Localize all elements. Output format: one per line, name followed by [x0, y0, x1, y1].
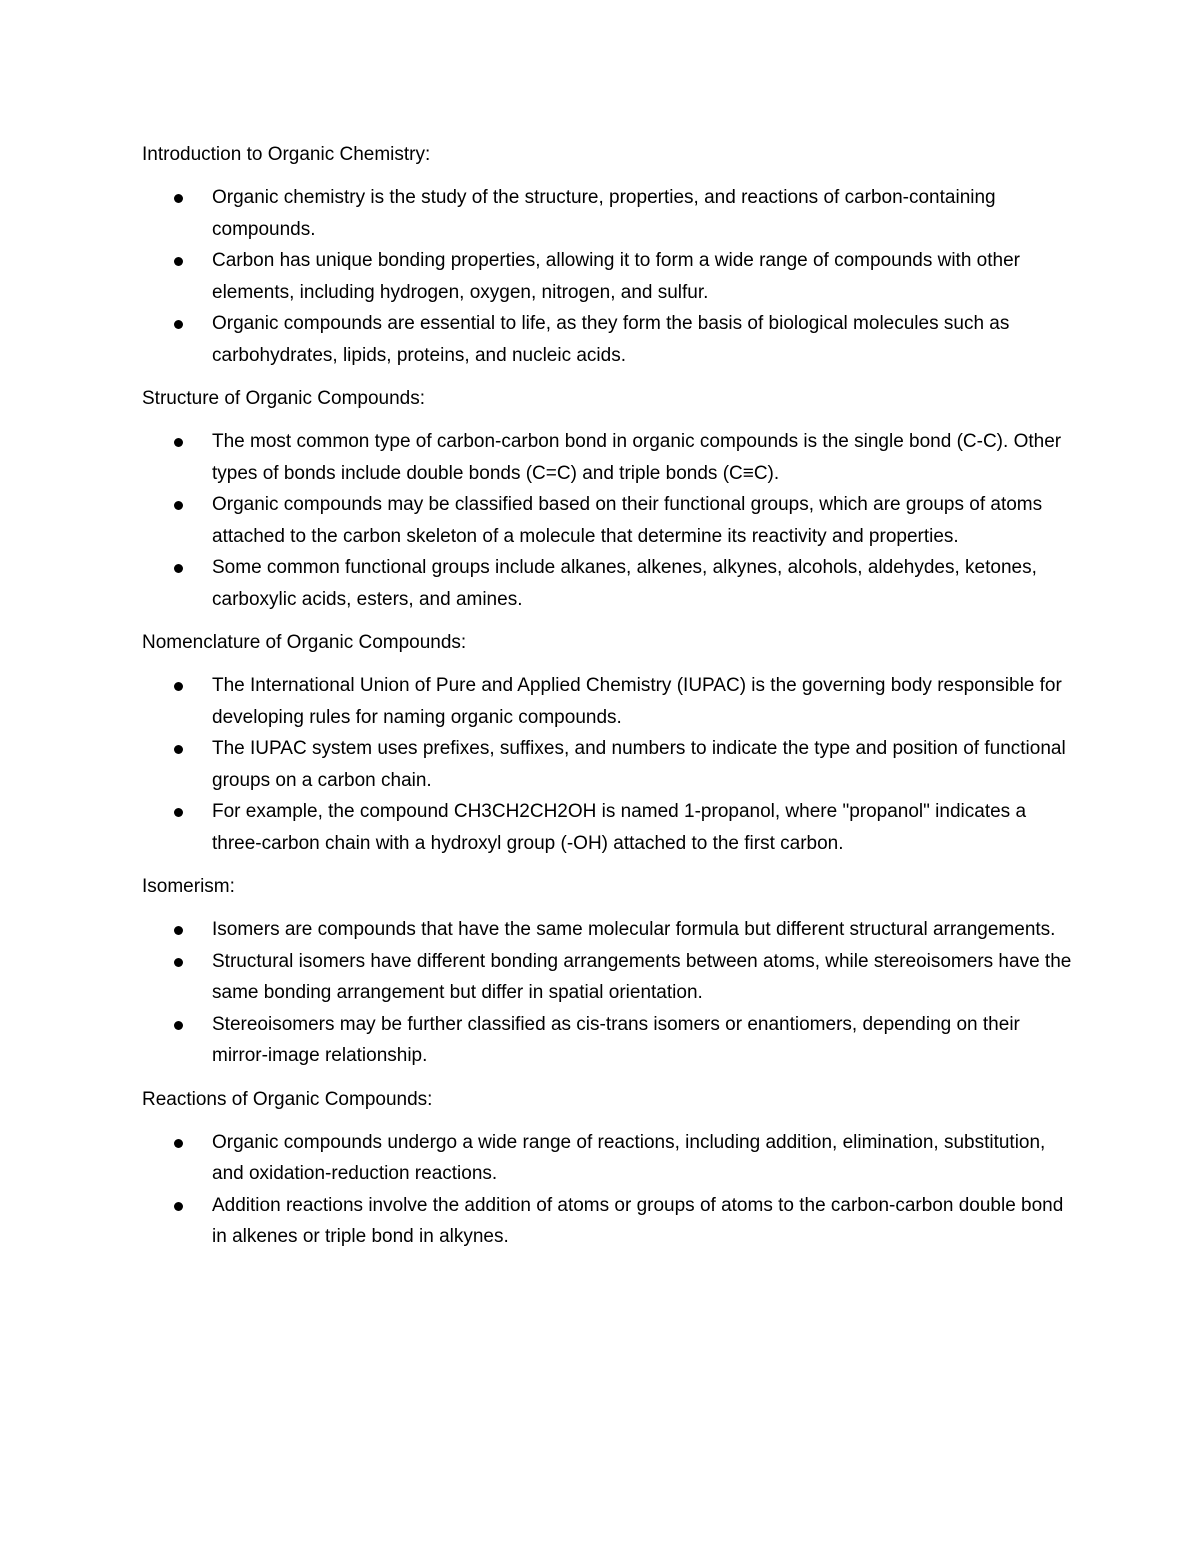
list-item	[142, 733, 1072, 796]
list-item	[142, 914, 1072, 946]
bullet-icon	[174, 257, 183, 266]
list-item	[142, 308, 1072, 371]
list-item	[142, 670, 1072, 733]
section-heading: Introduction to Organic Chemistry:	[142, 144, 431, 165]
section-structure	[142, 383, 1072, 615]
bullet-icon	[174, 926, 183, 935]
list-item-text: Organic compounds are essential to life, as they form the basis of biological molecules such as carbohydrates, lipids, proteins, and nucleic acids.	[212, 313, 1010, 366]
bullet-list	[142, 670, 1072, 859]
bullet-icon	[174, 438, 183, 447]
section-introduction	[142, 139, 1072, 371]
list-item-text: Some common functional groups include alkanes, alkenes, alkynes, alcohols, aldehydes, ketones, carboxylic acids, esters, and amines.	[212, 557, 1037, 610]
section-heading: Isomerism:	[142, 876, 235, 897]
bullet-icon	[174, 1202, 183, 1211]
list-item	[142, 552, 1072, 615]
bullet-icon	[174, 745, 183, 754]
list-item-text: Organic compounds may be classified based on their functional groups, which are groups of atoms attached to the carbon skeleton of a molecule that determine its reactivity and properties.	[212, 494, 1043, 547]
bullet-icon	[174, 958, 183, 967]
list-item-text: Addition reactions involve the addition of atoms or groups of atoms to the carbon-carbon double bond in alkenes or triple bond in alkynes.	[212, 1194, 1064, 1247]
list-item-text: Organic compounds undergo a wide range of reactions, including addition, elimination, substitution, and oxidation-reduction reactions.	[212, 1131, 1046, 1184]
bullet-icon	[174, 320, 183, 329]
bullet-list	[142, 426, 1072, 615]
list-item-text: The International Union of Pure and Applied Chemistry (IUPAC) is the governing body responsible for developing rules for naming organic compounds.	[212, 675, 1062, 728]
bullet-icon	[174, 1139, 183, 1148]
section-heading: Nomenclature of Organic Compounds:	[142, 632, 467, 653]
section-nomenclature	[142, 627, 1072, 859]
bullet-icon	[174, 194, 183, 203]
list-item	[142, 182, 1072, 245]
bullet-list	[142, 1127, 1072, 1253]
list-item	[142, 489, 1072, 552]
bullet-icon	[174, 808, 183, 817]
list-item-text: The most common type of carbon-carbon bond in organic compounds is the single bond (C-C). Other types of bonds include double bonds (C=C) and triple bonds (C≡C).	[212, 431, 1062, 484]
list-item	[142, 946, 1072, 1009]
bullet-list	[142, 914, 1072, 1072]
section-heading: Structure of Organic Compounds:	[142, 388, 426, 409]
list-item-text: Stereoisomers may be further classified as cis-trans isomers or enantiomers, depending on their mirror-image relationship.	[212, 1013, 1020, 1066]
document-page	[142, 139, 1072, 1265]
list-item	[142, 426, 1072, 489]
list-item	[142, 1190, 1072, 1253]
list-item-text: Organic chemistry is the study of the structure, properties, and reactions of carbon-containing compounds.	[212, 187, 996, 240]
list-item-text: For example, the compound CH3CH2CH2OH is named 1-propanol, where "propanol" indicates a three-carbon chain with a hydroxyl group (-OH) attached to the first carbon.	[212, 801, 1027, 854]
bullet-list	[142, 182, 1072, 371]
bullet-icon	[174, 1021, 183, 1030]
section-reactions	[142, 1084, 1072, 1253]
bullet-icon	[174, 682, 183, 691]
list-item-text: Structural isomers have different bonding arrangements between atoms, while stereoisomers have the same bonding arrangement but differ in spatial orientation.	[212, 950, 1072, 1003]
list-item-text: Isomers are compounds that have the same molecular formula but different structural arrangements.	[212, 919, 1056, 940]
section-heading: Reactions of Organic Compounds:	[142, 1088, 433, 1110]
list-item	[142, 245, 1072, 308]
list-item	[142, 796, 1072, 859]
bullet-icon	[174, 501, 183, 510]
section-isomerism	[142, 871, 1072, 1072]
list-item-text: Carbon has unique bonding properties, allowing it to form a wide range of compounds with other elements, including hydrogen, oxygen, nitrogen, and sulfur.	[212, 250, 1020, 303]
list-item	[142, 1127, 1072, 1190]
bullet-icon	[174, 564, 183, 573]
list-item	[142, 1009, 1072, 1072]
list-item-text: The IUPAC system uses prefixes, suffixes, and numbers to indicate the type and position of functional groups on a carbon chain.	[212, 738, 1066, 791]
